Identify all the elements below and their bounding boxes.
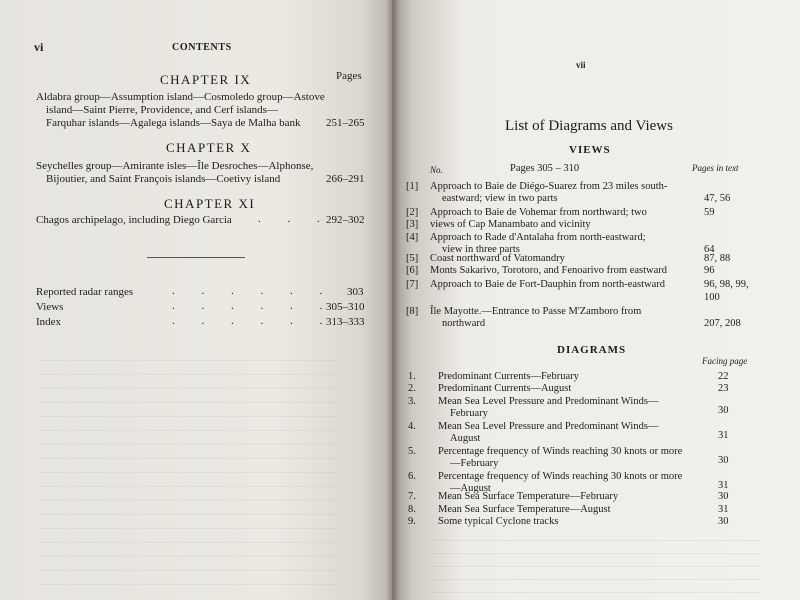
leader-dots: . . . . . . xyxy=(172,285,335,297)
entry-text xyxy=(430,306,641,330)
entry-line: Some typical Cyclone tracks xyxy=(438,516,559,527)
entry-pages: 64 xyxy=(704,244,715,255)
entry-number: 7. xyxy=(408,491,416,502)
entry-line: northward xyxy=(442,318,486,329)
entry-line: —February xyxy=(450,458,499,469)
entry-line: Predominant Currents—August xyxy=(438,383,572,394)
chapter-heading: CHAPTER IX xyxy=(160,72,252,87)
entry-line: Approach to Rade d'Antalaha from north-eastward; xyxy=(430,232,646,243)
entry-line: Bijoutier, and Saint François islands—Coetivy island xyxy=(46,173,281,185)
entry-text xyxy=(430,253,565,265)
entry-text xyxy=(438,504,611,516)
right-page xyxy=(392,0,800,600)
entry-line: Percentage frequency of Winds reaching 30 knots or more xyxy=(438,471,683,482)
entry-line: Monts Sakarivo, Torotoro, and Fenoarivo from eastward xyxy=(430,265,668,276)
running-head: CONTENTS xyxy=(172,42,232,53)
chapter-entry xyxy=(36,214,232,227)
entry-line: Coast northward of Vatomandry xyxy=(430,253,565,264)
facing-page-label: Facing page xyxy=(702,356,748,366)
left-page-number: vi xyxy=(34,40,44,54)
entry-line: Farquhar islands—Agalega islands—Saya de Malha bank xyxy=(46,117,301,129)
entry-line: views of Cap Manambato and vicinity xyxy=(430,219,591,230)
number-column-label: No. xyxy=(430,165,443,175)
leader-dots: . . . . . . xyxy=(172,300,335,312)
entry-number: [6] xyxy=(406,265,419,276)
entry-text xyxy=(430,181,667,205)
chapter-entry xyxy=(36,160,313,186)
entry-line: Predominant Currents—February xyxy=(438,371,579,382)
entry-line: Mean Sea Surface Temperature—August xyxy=(438,504,611,515)
entry-pages: 31 xyxy=(718,480,729,491)
entry-line: Approach to Baie de Diégo-Suarez from 23 miles south- xyxy=(430,181,668,192)
entry-number: [5] xyxy=(406,253,419,264)
entry-text xyxy=(430,279,665,291)
entry-pages: 23 xyxy=(718,383,729,394)
entry-line: Approach to Baie de Vohemar from northward; two xyxy=(430,207,647,218)
entry-pages: 251–265 xyxy=(326,117,365,129)
entry-line: Percentage frequency of Winds reaching 30 knots or more xyxy=(438,446,683,457)
entry-pages: 47, 56 xyxy=(704,193,731,204)
entry-pages: 266–291 xyxy=(326,173,365,185)
right-page-number: vii xyxy=(576,60,586,70)
entry-line: view in three parts xyxy=(442,244,520,255)
entry-pages: 30 xyxy=(718,491,729,502)
appendix-entry: Reported radar ranges xyxy=(36,286,134,298)
views-pages-range: Pages 305 – 310 xyxy=(510,163,580,174)
entry-number: [4] xyxy=(406,232,419,243)
entry-pages: 305–310 xyxy=(326,301,365,313)
page-title: List of Diagrams and Views xyxy=(505,118,673,134)
chapter-heading: CHAPTER XI xyxy=(164,196,256,211)
entry-pages: 31 xyxy=(718,430,729,441)
section-divider xyxy=(147,257,245,258)
entry-text xyxy=(438,491,618,503)
entry-pages: 100 xyxy=(704,292,720,303)
entry-pages: 30 xyxy=(718,455,729,466)
entry-line: Chagos archipelago, including Diego Garcia xyxy=(36,214,232,226)
entry-pages: 313–333 xyxy=(326,316,365,328)
entry-text xyxy=(438,516,558,528)
entry-number: [7] xyxy=(406,279,419,290)
entry-text xyxy=(438,446,682,470)
entry-pages: 303 xyxy=(347,286,364,298)
entry-text xyxy=(430,265,667,277)
views-heading: VIEWS xyxy=(569,144,611,156)
entry-line: Mean Sea Level Pressure and Predominant Winds— xyxy=(438,396,659,407)
entry-line: August xyxy=(450,433,481,444)
entry-number: [3] xyxy=(406,219,419,230)
entry-number: 1. xyxy=(408,371,416,382)
entry-text xyxy=(438,396,658,420)
leader-dots: . . . xyxy=(258,213,332,225)
entry-number: [1] xyxy=(406,181,419,192)
show-through-texture xyxy=(432,540,762,600)
entry-pages: 22 xyxy=(718,371,729,382)
pages-column-label: Pages xyxy=(336,70,362,82)
entry-number: 6. xyxy=(408,471,416,482)
entry-number: 3. xyxy=(408,396,416,407)
entry-line: —August xyxy=(450,483,491,494)
appendix-entry: Index xyxy=(36,316,62,328)
entry-pages: 292–302 xyxy=(326,214,365,226)
left-page xyxy=(0,0,392,600)
entry-pages: 30 xyxy=(718,516,729,527)
entry-number: 4. xyxy=(408,421,416,432)
entry-line: February xyxy=(450,408,488,419)
entry-number: 5. xyxy=(408,446,416,457)
leader-dots: . . . . . . xyxy=(172,315,335,327)
entry-number: [2] xyxy=(406,207,419,218)
entry-line: island—Saint Pierre, Providence, and Cerf islands— xyxy=(46,104,278,116)
pages-in-text-label: Pages in text xyxy=(692,163,739,173)
diagrams-heading: DIAGRAMS xyxy=(557,344,627,356)
entry-pages: 59 xyxy=(704,207,715,218)
entry-pages: 96 xyxy=(704,265,715,276)
entry-number: 8. xyxy=(408,504,416,515)
entry-text xyxy=(438,371,579,383)
show-through-text xyxy=(160,130,163,146)
entry-line: eastward; view in two parts xyxy=(442,193,558,204)
entry-line: Île Mayotte.—Entrance to Passe M'Zamboro from xyxy=(430,306,642,317)
entry-pages: 87, 88 xyxy=(704,253,731,264)
entry-text xyxy=(430,219,591,231)
entry-pages: 96, 98, 99, xyxy=(704,279,749,290)
chapter-heading: CHAPTER X xyxy=(166,140,252,155)
entry-line: Aldabra group—Assumption island—Cosmoledo group—Astove xyxy=(36,91,325,103)
entry-pages: 31 xyxy=(718,504,729,515)
entry-pages: 207, 208 xyxy=(704,318,741,329)
entry-line: Seychelles group—Amirante isles—Île Desroches—Alphonse, xyxy=(36,160,314,172)
entry-line: Approach to Baie de Fort-Dauphin from north-eastward xyxy=(430,279,666,290)
book-gutter xyxy=(386,0,400,600)
entry-text xyxy=(438,383,571,395)
chapter-entry xyxy=(36,91,325,130)
appendix-entry: Views xyxy=(36,301,64,313)
show-through-texture xyxy=(40,360,340,590)
entry-pages: 30 xyxy=(718,405,729,416)
entry-number: 9. xyxy=(408,516,416,527)
entry-number: 2. xyxy=(408,383,416,394)
entry-text xyxy=(438,421,658,445)
entry-line: Mean Sea Surface Temperature—February xyxy=(438,491,619,502)
entry-number: [8] xyxy=(406,306,419,317)
entry-line: Mean Sea Level Pressure and Predominant Winds— xyxy=(438,421,659,432)
entry-text xyxy=(430,207,647,219)
